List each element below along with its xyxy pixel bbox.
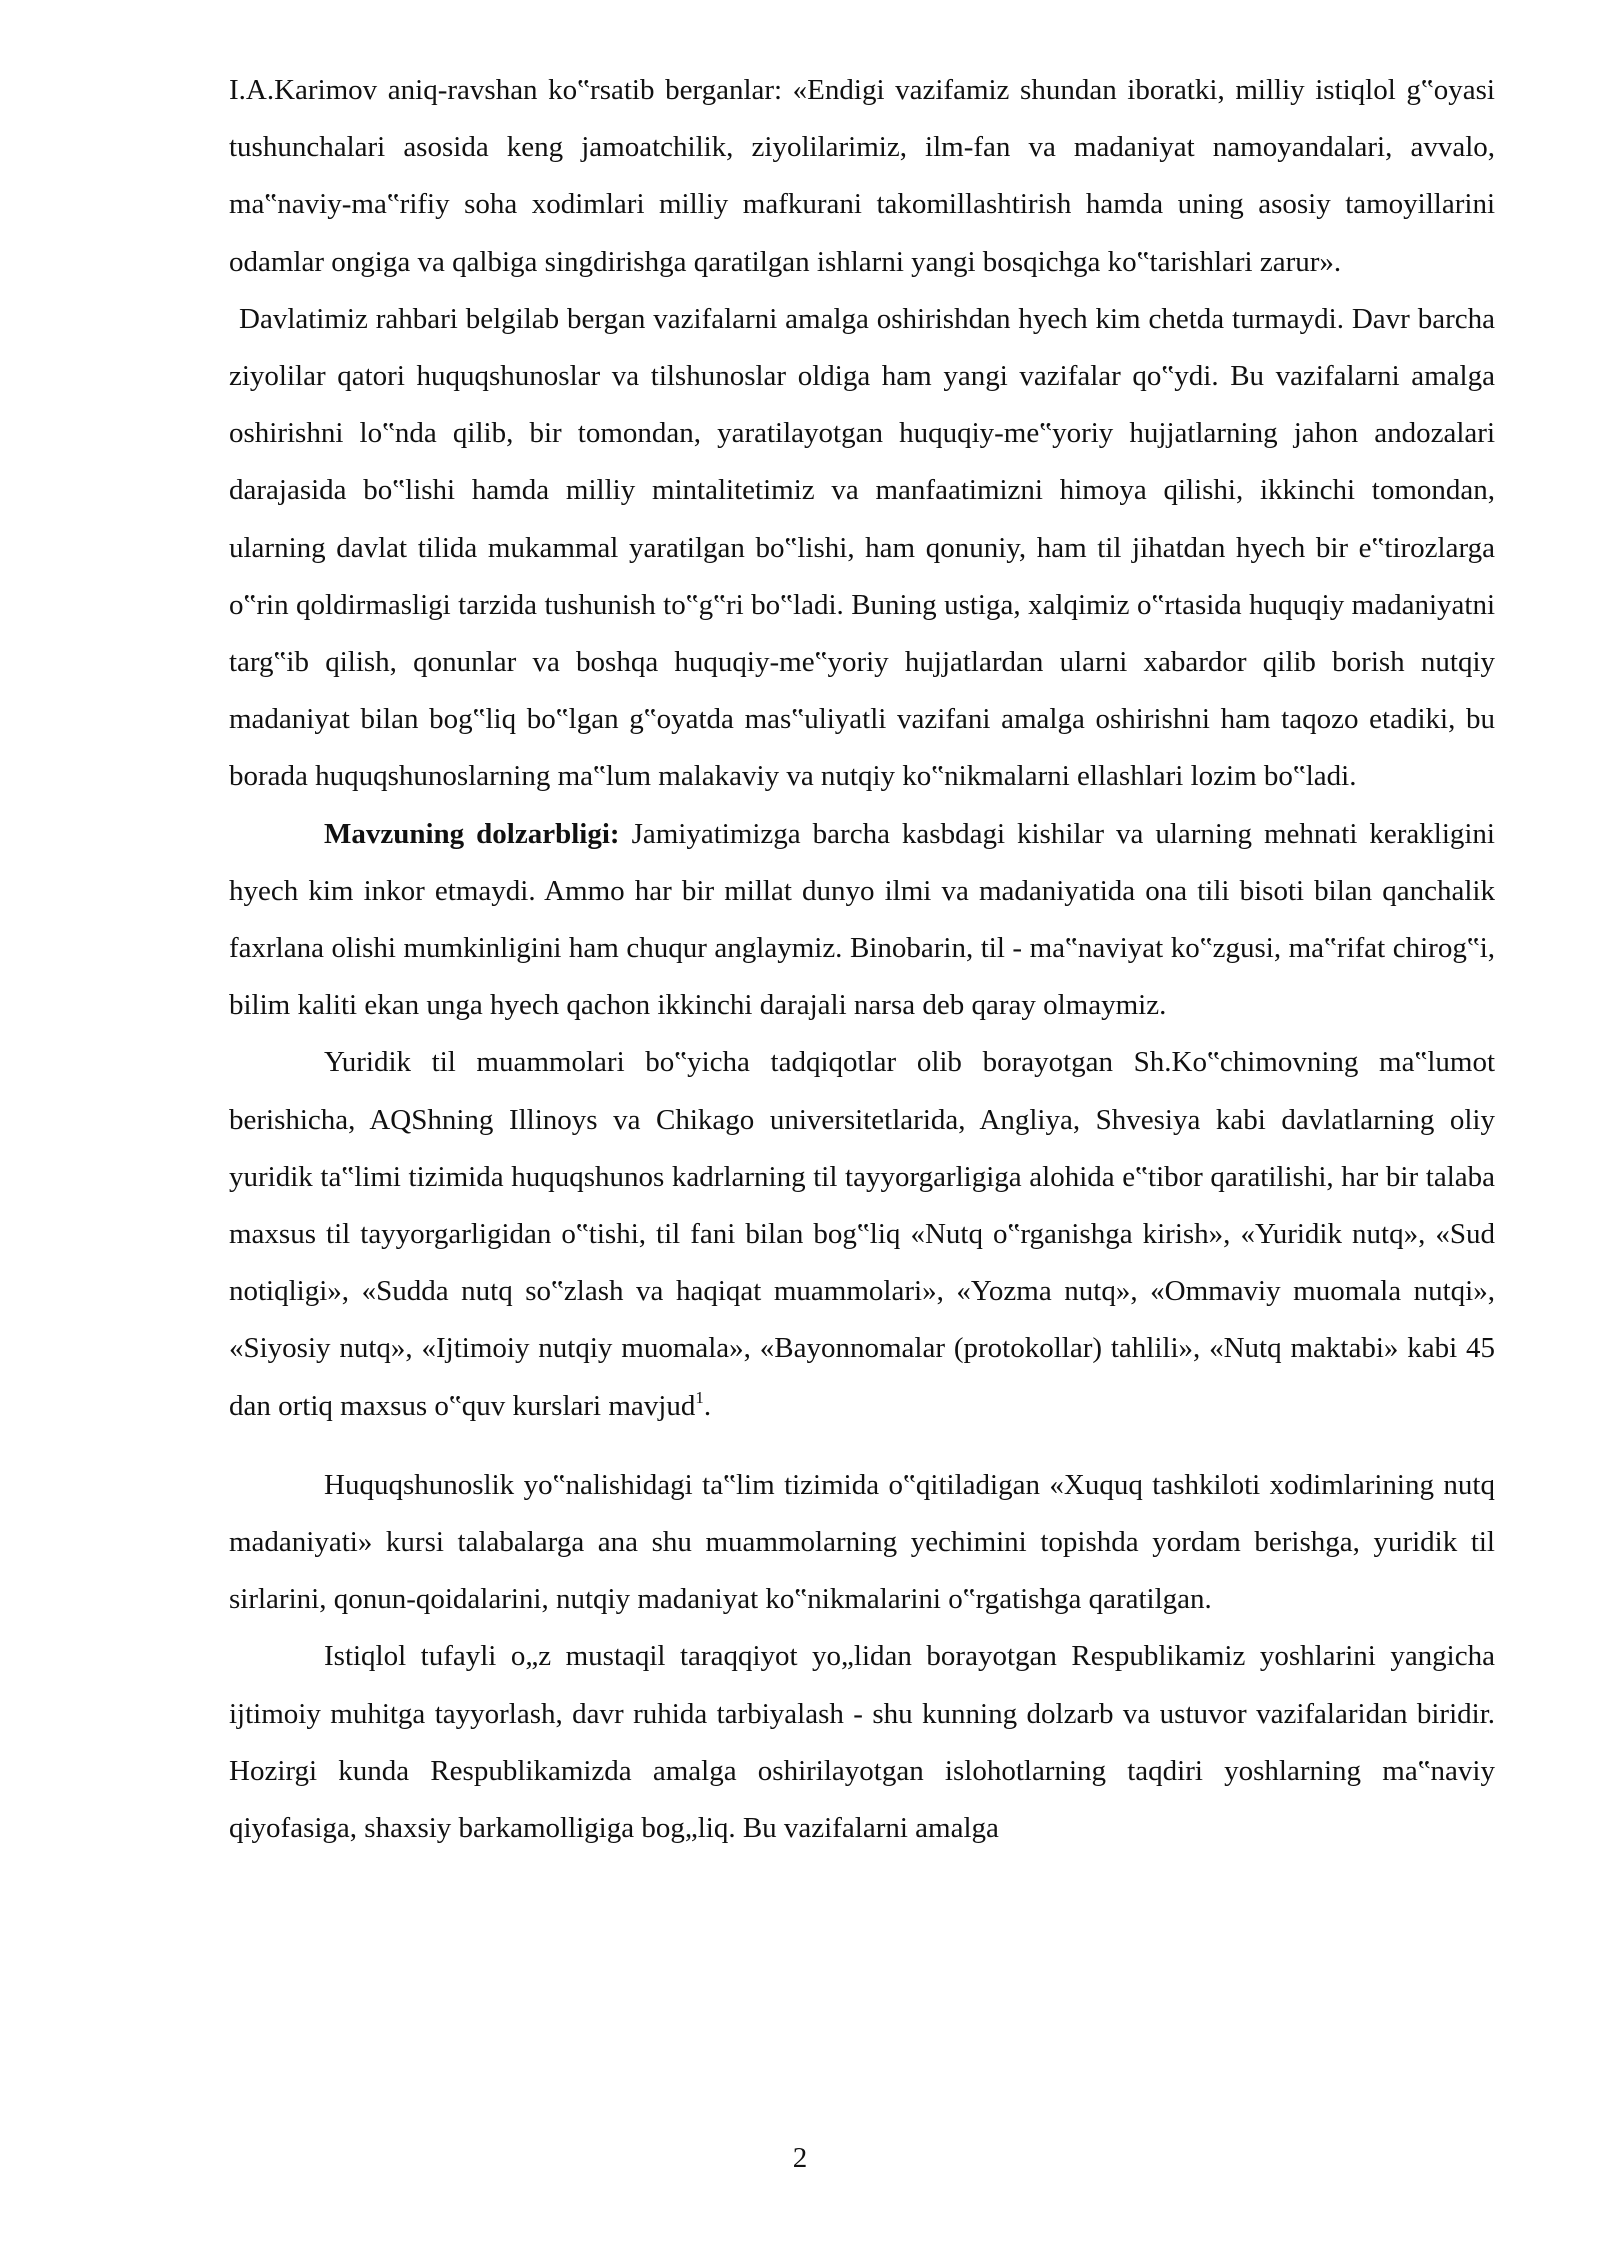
paragraph-karimov-quote: I.A.Karimov aniq-ravshan ko‟rsatib berganlar: «Endigi vazifamiz shundan iboratki, milliy istiqlol g‟oyasi tushunchalari asosida keng jamoatchilik, ziyolilarimiz, ilm-fan va madaniyat namoyandalari, avvalo, ma‟naviy-ma‟rifiy soha xodimlari milliy mafkurani takomillashtirish hamda uning asosiy tamoyillarini odamlar ongiga va qalbiga singdirishga qaratilgan ishlarni yangi bosqichga ko‟tarishlari zarur».	[229, 74, 1495, 278]
legal-language-tail: .	[703, 1389, 712, 1422]
footnote-reference[interactable]: 1	[695, 1387, 704, 1407]
paragraph-course: Huquqshunoslik yo‟nalishidagi ta‟lim tizimida o‟qitiladigan «Xuquq tashkiloti xodimlarining nutq madaniyati» kursi talabalarga ana shu muammolarning yechimini topishda yordam berishga, yuridik til sirlarini, qonun-qoidalarini, nutqiy madaniyat ko‟nikmalarini o‟rgatishga qaratilgan.	[229, 1468, 1495, 1616]
legal-language-text: Yuridik til muammolari bo‟yicha tadqiqotlar olib borayotgan Sh.Ko‟chimovning ma‟lumot berishicha, AQShning Illinoys va Chikago universitetlarida, Angliya, Shvesiya kabi davlatlarning oliy yuridik ta‟limi tizimida huquqshunos kadrlarning til tayyorgarligiga alohida e‟tibor qaratilishi, har bir talaba maxsus til tayyorgarligidan o‟tishi, til fani bilan bog‟liq «Nutq o‟rganishga kirish», «Yuridik nutq», «Sud notiqligi», «Sudda nutq so‟zlash va haqiqat muammolari», «Yozma nutq», «Ommaviy muomala nutqi», «Siyosiy nutq», «Ijtimoiy nutqiy muomala», «Bayonnomalar (protokollar) tahlili», «Nutq maktabi» kabi 45 dan ortiq maxsus o‟quv kurslari mavjud	[229, 1046, 1495, 1422]
relevance-heading: Mavzuning dolzarbligi:	[324, 817, 620, 850]
paragraph-independence: Istiqlol tufayli o„z mustaqil taraqqiyot yo„lidan borayotgan Respublikamiz yoshlarini yangicha ijtimoiy muhitga tayyorlash, davr ruhida tarbiyalash - shu kunning dolzarb va ustuvor vazifalaridan biridir. Hozirgi kunda Respublikamizda amalga oshirilayotgan islohotlarning taqdiri yoshlarning ma‟naviy qiyofasiga, shaxsiy barkamolligiga bog„liq. Bu vazifalarni amalga	[229, 1640, 1495, 1845]
page-number: 2	[792, 2142, 808, 2174]
paragraph-tasks: Davlatimiz rahbari belgilab bergan vazifalarni amalga oshirishdan hyech kim chetda turmaydi. Davr barcha ziyolilar qatori huquqshunoslar va tilshunoslar oldiga ham yangi vazifalar qo‟ydi. Bu vazifalarni amalga oshirishni lo‟nda qilib, bir tomondan, yaratilayotgan huquqiy-me‟yoriy hujjatlarning jahon andozalari darajasida bo‟lishi hamda milliy mintalitetimiz va manfaatimizni himoya qilishi, ikkinchi tomondan, ularning davlat tilida mukammal yaratilgan bo‟lishi, ham qonuniy, ham til jihatdan hyech bir e‟tirozlarga o‟rin qoldirmasligi tarzida tushunish to‟g‟ri bo‟ladi. Buning ustiga, xalqimiz o‟rtasida huquqiy madaniyatni targ‟ib qilish, qonunlar va boshqa huquqiy-me‟yoriy hujjatlardan ularni xabardor qilib borish nutqiy madaniyat bilan bog‟liq bo‟lgan g‟oyatda mas‟uliyatli vazifani amalga oshirishni ham taqozo etadiki, bu borada huquqshunoslarning ma‟lum malakaviy va nutqiy ko‟nikmalarni ellashlari lozim bo‟ladi.	[229, 302, 1495, 793]
relevance-text: Jamiyatimizga barcha kasbdagi kishilar va ularning mehnati kerakligini hyech kim inkor etmaydi. Ammo har bir millat dunyo ilmi va madaniyatida ona tili bisoti bilan qanchalik faxrlana olishi mumkinligini ham chuqur anglaymiz. Binobarin, til - ma‟naviyat ko‟zgusi, ma‟rifat chirog‟i, bilim kaliti ekan unga hyech qachon ikkinchi darajali narsa deb qaray olmaymiz.	[229, 817, 1495, 1022]
paragraph-legal-language	[229, 1034, 1495, 1434]
paragraph-relevance	[229, 806, 1495, 1035]
document-page	[229, 62, 1495, 1857]
